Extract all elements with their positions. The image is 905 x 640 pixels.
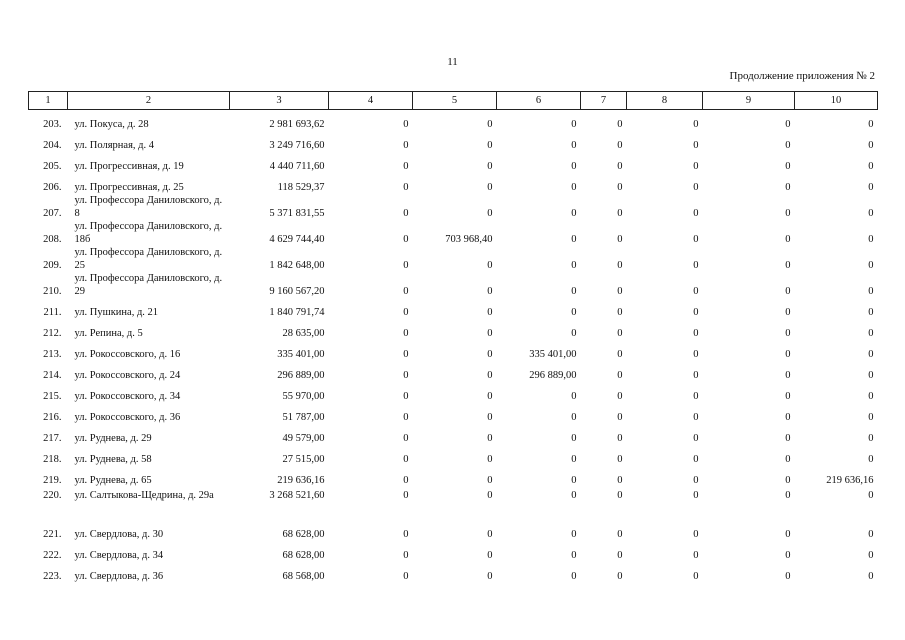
value-cell-c3: 4 629 744,40 <box>269 233 325 245</box>
row-number: 209. <box>43 259 62 271</box>
value-cell-c7: 0 <box>617 306 623 318</box>
value-cell-c8: 0 <box>693 528 699 540</box>
row-number: 215. <box>43 390 62 402</box>
row-number: 204. <box>43 139 62 151</box>
value-cell-c9: 0 <box>785 390 791 402</box>
address-cell: ул. Пушкина, д. 21 <box>74 306 159 318</box>
value-cell-c4: 0 <box>403 390 409 402</box>
address-cell: ул. Рокоссовского, д. 24 <box>74 369 181 381</box>
value-cell-c10: 0 <box>868 390 874 402</box>
value-cell-c4: 0 <box>403 453 409 465</box>
table-row <box>29 487 878 520</box>
row-number: 211. <box>43 306 62 318</box>
value-cell-c4: 0 <box>403 259 409 271</box>
value-cell-c8: 0 <box>693 181 699 193</box>
value-cell-c10: 0 <box>868 327 874 339</box>
table-row <box>29 382 878 403</box>
value-cell-c7: 0 <box>617 160 623 172</box>
row-number: 206. <box>43 181 62 193</box>
value-cell-c10: 0 <box>868 570 874 582</box>
value-cell-c9: 0 <box>785 549 791 561</box>
address-cell: ул. Свердлова, д. 36 <box>74 570 164 582</box>
value-cell-c6: 0 <box>571 411 577 423</box>
value-cell-c8: 0 <box>693 474 699 486</box>
value-cell-c3: 3 268 521,60 <box>269 489 325 501</box>
value-cell-c5: 0 <box>487 181 493 193</box>
column-header: 8 <box>627 92 703 110</box>
value-cell-c4: 0 <box>403 528 409 540</box>
value-cell-c3: 28 635,00 <box>282 327 325 339</box>
value-cell-c8: 0 <box>693 139 699 151</box>
value-cell-c7: 0 <box>617 453 623 465</box>
value-cell-c5: 0 <box>487 453 493 465</box>
value-cell-c4: 0 <box>403 118 409 130</box>
value-cell-c5: 703 968,40 <box>445 233 493 245</box>
value-cell-c9: 0 <box>785 233 791 245</box>
value-cell-c10: 0 <box>868 285 874 297</box>
column-header: 1 <box>29 92 68 110</box>
table-row <box>29 445 878 466</box>
value-cell-c5: 0 <box>487 390 493 402</box>
value-cell-c9: 0 <box>785 327 791 339</box>
row-number: 213. <box>43 348 62 360</box>
row-number: 218. <box>43 453 62 465</box>
value-cell-c3: 296 889,00 <box>277 369 325 381</box>
column-header: 7 <box>581 92 627 110</box>
value-cell-c9: 0 <box>785 207 791 219</box>
value-cell-c6: 0 <box>571 181 577 193</box>
value-cell-c5: 0 <box>487 259 493 271</box>
value-cell-c4: 0 <box>403 570 409 582</box>
value-cell-c5: 0 <box>487 327 493 339</box>
address-cell: ул. Прогрессивная, д. 19 <box>74 160 184 172</box>
value-cell-c3: 55 970,00 <box>282 390 325 402</box>
table-row <box>29 562 878 583</box>
column-header: 3 <box>230 92 329 110</box>
address-cell: ул. Свердлова, д. 34 <box>74 549 164 561</box>
value-cell-c7: 0 <box>617 139 623 151</box>
value-cell-c9: 0 <box>785 432 791 444</box>
value-cell-c7: 0 <box>617 259 623 271</box>
value-cell-c3: 1 842 648,00 <box>269 259 325 271</box>
address-cell: ул. Полярная, д. 4 <box>74 139 154 151</box>
value-cell-c6: 296 889,00 <box>529 369 577 381</box>
value-cell-c10: 0 <box>868 259 874 271</box>
value-cell-c5: 0 <box>487 160 493 172</box>
row-number: 221. <box>43 528 62 540</box>
value-cell-c6: 0 <box>571 570 577 582</box>
column-header: 2 <box>68 92 230 110</box>
table-row <box>29 298 878 319</box>
row-number: 220. <box>43 489 62 501</box>
table-row <box>29 194 878 220</box>
value-cell-c7: 0 <box>617 432 623 444</box>
address-cell: ул. Профессора Даниловского, д. 18б <box>74 220 223 245</box>
value-cell-c8: 0 <box>693 369 699 381</box>
value-cell-c3: 51 787,00 <box>282 411 325 423</box>
value-cell-c4: 0 <box>403 327 409 339</box>
value-cell-c8: 0 <box>693 549 699 561</box>
value-cell-c10: 0 <box>868 549 874 561</box>
address-cell: ул. Руднева, д. 29 <box>74 432 152 444</box>
value-cell-c9: 0 <box>785 570 791 582</box>
value-cell-c9: 0 <box>785 306 791 318</box>
value-cell-c6: 0 <box>571 549 577 561</box>
row-number: 222. <box>43 549 62 561</box>
table-row <box>29 272 878 298</box>
value-cell-c5: 0 <box>487 306 493 318</box>
value-cell-c7: 0 <box>617 390 623 402</box>
value-cell-c10: 0 <box>868 453 874 465</box>
value-cell-c9: 0 <box>785 181 791 193</box>
value-cell-c3: 335 401,00 <box>277 348 325 360</box>
address-cell: ул. Профессора Даниловского, д. 29 <box>74 272 223 297</box>
table-row <box>29 131 878 152</box>
value-cell-c5: 0 <box>487 369 493 381</box>
value-cell-c4: 0 <box>403 285 409 297</box>
address-cell: ул. Репина, д. 5 <box>74 327 143 339</box>
row-number: 214. <box>43 369 62 381</box>
value-cell-c6: 0 <box>571 453 577 465</box>
value-cell-c4: 0 <box>403 233 409 245</box>
value-cell-c4: 0 <box>403 160 409 172</box>
value-cell-c7: 0 <box>617 570 623 582</box>
value-cell-c8: 0 <box>693 259 699 271</box>
value-cell-c8: 0 <box>693 207 699 219</box>
table-row <box>29 424 878 445</box>
address-cell: ул. Рокоссовского, д. 36 <box>74 411 181 423</box>
value-cell-c3: 219 636,16 <box>277 474 325 486</box>
row-number: 223. <box>43 570 62 582</box>
value-cell-c9: 0 <box>785 489 791 501</box>
address-cell: ул. Рокоссовского, д. 16 <box>74 348 181 360</box>
value-cell-c5: 0 <box>487 348 493 360</box>
value-cell-c9: 0 <box>785 369 791 381</box>
value-cell-c3: 68 568,00 <box>282 570 325 582</box>
value-cell-c9: 0 <box>785 474 791 486</box>
value-cell-c3: 68 628,00 <box>282 549 325 561</box>
value-cell-c6: 0 <box>571 259 577 271</box>
row-number: 219. <box>43 474 62 486</box>
value-cell-c3: 118 529,37 <box>277 181 325 193</box>
address-cell: ул. Профессора Даниловского, д. 25 <box>74 246 223 271</box>
value-cell-c10: 0 <box>868 139 874 151</box>
value-cell-c7: 0 <box>617 207 623 219</box>
table-row <box>29 110 878 131</box>
value-cell-c10: 0 <box>868 181 874 193</box>
table-row <box>29 319 878 340</box>
table-row <box>29 361 878 382</box>
row-number: 216. <box>43 411 62 423</box>
value-cell-c9: 0 <box>785 528 791 540</box>
table-row <box>29 220 878 246</box>
value-cell-c10: 0 <box>868 233 874 245</box>
continuation-title: Продолжение приложения № 2 <box>729 70 875 82</box>
value-cell-c8: 0 <box>693 285 699 297</box>
header-row <box>29 92 878 110</box>
value-cell-c7: 0 <box>617 369 623 381</box>
value-cell-c8: 0 <box>693 306 699 318</box>
value-cell-c10: 0 <box>868 118 874 130</box>
value-cell-c3: 9 160 567,20 <box>269 285 325 297</box>
value-cell-c4: 0 <box>403 181 409 193</box>
column-header: 6 <box>497 92 581 110</box>
row-number: 203. <box>43 118 62 130</box>
address-cell: ул. Салтыкова-Щедрина, д. 29а <box>74 489 214 501</box>
row-number: 212. <box>43 327 62 339</box>
value-cell-c4: 0 <box>403 549 409 561</box>
value-cell-c8: 0 <box>693 118 699 130</box>
value-cell-c5: 0 <box>487 118 493 130</box>
value-cell-c5: 0 <box>487 570 493 582</box>
table-row <box>29 403 878 424</box>
value-cell-c3: 2 981 693,62 <box>269 118 325 130</box>
value-cell-c10: 0 <box>868 411 874 423</box>
value-cell-c5: 0 <box>487 285 493 297</box>
value-cell-c4: 0 <box>403 348 409 360</box>
appendix-table <box>28 91 878 583</box>
value-cell-c8: 0 <box>693 453 699 465</box>
column-header: 9 <box>703 92 795 110</box>
value-cell-c4: 0 <box>403 474 409 486</box>
value-cell-c5: 0 <box>487 528 493 540</box>
value-cell-c5: 0 <box>487 489 493 501</box>
row-number: 210. <box>43 285 62 297</box>
value-cell-c9: 0 <box>785 160 791 172</box>
value-cell-c9: 0 <box>785 285 791 297</box>
value-cell-c5: 0 <box>487 411 493 423</box>
value-cell-c5: 0 <box>487 549 493 561</box>
row-number: 205. <box>43 160 62 172</box>
value-cell-c10: 0 <box>868 207 874 219</box>
value-cell-c9: 0 <box>785 139 791 151</box>
value-cell-c10: 0 <box>868 369 874 381</box>
value-cell-c8: 0 <box>693 432 699 444</box>
value-cell-c6: 0 <box>571 327 577 339</box>
table-row <box>29 152 878 173</box>
table-row <box>29 246 878 272</box>
address-cell: ул. Руднева, д. 65 <box>74 474 152 486</box>
column-header: 5 <box>413 92 497 110</box>
value-cell-c10: 0 <box>868 432 874 444</box>
value-cell-c6: 0 <box>571 160 577 172</box>
value-cell-c7: 0 <box>617 474 623 486</box>
table-row <box>29 520 878 541</box>
value-cell-c4: 0 <box>403 306 409 318</box>
value-cell-c3: 27 515,00 <box>282 453 325 465</box>
value-cell-c8: 0 <box>693 160 699 172</box>
value-cell-c8: 0 <box>693 570 699 582</box>
value-cell-c9: 0 <box>785 453 791 465</box>
page-number: 11 <box>447 56 458 68</box>
value-cell-c5: 0 <box>487 474 493 486</box>
value-cell-c5: 0 <box>487 139 493 151</box>
value-cell-c7: 0 <box>617 411 623 423</box>
value-cell-c9: 0 <box>785 348 791 360</box>
value-cell-c8: 0 <box>693 233 699 245</box>
column-header: 10 <box>795 92 878 110</box>
value-cell-c6: 0 <box>571 139 577 151</box>
value-cell-c8: 0 <box>693 390 699 402</box>
row-number: 208. <box>43 233 62 245</box>
value-cell-c6: 0 <box>571 207 577 219</box>
value-cell-c7: 0 <box>617 327 623 339</box>
value-cell-c6: 0 <box>571 474 577 486</box>
value-cell-c10: 0 <box>868 306 874 318</box>
value-cell-c7: 0 <box>617 285 623 297</box>
value-cell-c6: 0 <box>571 118 577 130</box>
column-header: 4 <box>329 92 413 110</box>
value-cell-c6: 335 401,00 <box>529 348 577 360</box>
value-cell-c7: 0 <box>617 528 623 540</box>
value-cell-c10: 0 <box>868 528 874 540</box>
value-cell-c6: 0 <box>571 390 577 402</box>
value-cell-c4: 0 <box>403 432 409 444</box>
value-cell-c5: 0 <box>487 432 493 444</box>
value-cell-c9: 0 <box>785 118 791 130</box>
value-cell-c3: 49 579,00 <box>282 432 325 444</box>
value-cell-c3: 4 440 711,60 <box>269 160 325 172</box>
value-cell-c7: 0 <box>617 233 623 245</box>
table-row <box>29 541 878 562</box>
value-cell-c6: 0 <box>571 432 577 444</box>
value-cell-c9: 0 <box>785 411 791 423</box>
value-cell-c5: 0 <box>487 207 493 219</box>
address-cell: ул. Покуса, д. 28 <box>74 118 149 130</box>
row-number: 207. <box>43 207 62 219</box>
value-cell-c3: 5 371 831,55 <box>269 207 325 219</box>
address-cell: ул. Прогрессивная, д. 25 <box>74 181 184 193</box>
value-cell-c4: 0 <box>403 369 409 381</box>
value-cell-c10: 0 <box>868 489 874 501</box>
value-cell-c7: 0 <box>617 348 623 360</box>
value-cell-c7: 0 <box>617 118 623 130</box>
value-cell-c7: 0 <box>617 181 623 193</box>
address-cell: ул. Руднева, д. 58 <box>74 453 152 465</box>
value-cell-c6: 0 <box>571 489 577 501</box>
value-cell-c6: 0 <box>571 285 577 297</box>
value-cell-c4: 0 <box>403 411 409 423</box>
value-cell-c8: 0 <box>693 411 699 423</box>
value-cell-c8: 0 <box>693 489 699 501</box>
row-number: 217. <box>43 432 62 444</box>
value-cell-c4: 0 <box>403 139 409 151</box>
value-cell-c3: 1 840 791,74 <box>269 306 325 318</box>
value-cell-c8: 0 <box>693 327 699 339</box>
value-cell-c4: 0 <box>403 207 409 219</box>
value-cell-c8: 0 <box>693 348 699 360</box>
value-cell-c6: 0 <box>571 306 577 318</box>
value-cell-c9: 0 <box>785 259 791 271</box>
table-row <box>29 340 878 361</box>
value-cell-c6: 0 <box>571 233 577 245</box>
address-cell: ул. Рокоссовского, д. 34 <box>74 390 181 402</box>
value-cell-c7: 0 <box>617 549 623 561</box>
value-cell-c10: 0 <box>868 348 874 360</box>
value-cell-c3: 3 249 716,60 <box>269 139 325 151</box>
value-cell-c4: 0 <box>403 489 409 501</box>
table-row <box>29 173 878 194</box>
table-row <box>29 466 878 487</box>
value-cell-c10: 219 636,16 <box>826 474 874 486</box>
value-cell-c10: 0 <box>868 160 874 172</box>
address-cell: ул. Свердлова, д. 30 <box>74 528 164 540</box>
value-cell-c7: 0 <box>617 489 623 501</box>
value-cell-c6: 0 <box>571 528 577 540</box>
address-cell: ул. Профессора Даниловского, д. 8 <box>74 194 223 219</box>
value-cell-c3: 68 628,00 <box>282 528 325 540</box>
